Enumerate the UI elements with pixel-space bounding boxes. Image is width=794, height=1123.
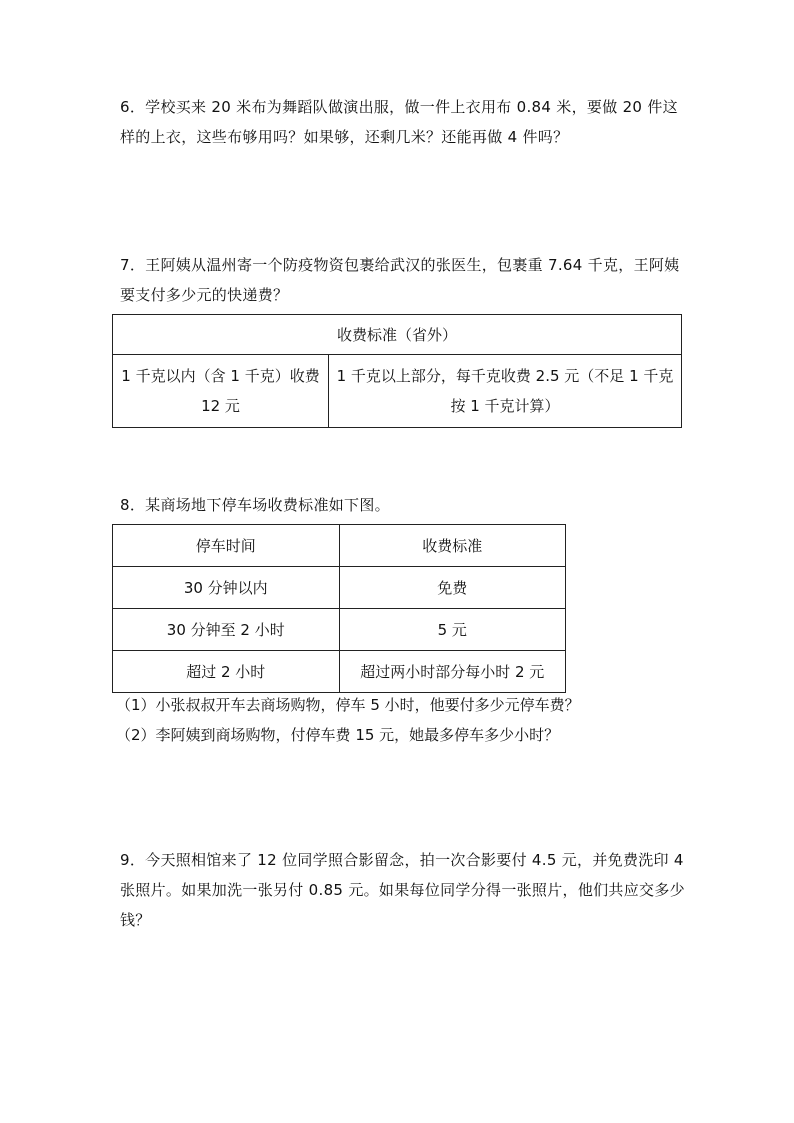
shipping-fee-cell-base: 1 千克以内（含 1 千克）收费 12 元	[113, 355, 329, 428]
table-cell: 免费	[339, 567, 566, 609]
table-header-row	[113, 525, 566, 567]
shipping-fee-table	[112, 314, 682, 428]
table-row	[113, 567, 566, 609]
shipping-fee-cell-extra: 1 千克以上部分，每千克收费 2.5 元（不足 1 千克按 1 千克计算）	[329, 355, 682, 428]
parking-fee-table	[112, 524, 566, 693]
table-cell: 超过 2 小时	[113, 651, 340, 693]
question-6: 6．学校买来 20 米布为舞蹈队做演出服，做一件上衣用布 0.84 米，要做 20 件这样的上衣，这些布够用吗？如果够，还剩几米？还能再做 4 件吗？	[120, 98, 678, 146]
parking-header-fee: 收费标准	[339, 525, 566, 567]
table-cell: 超过两小时部分每小时 2 元	[339, 651, 566, 693]
question-8-part-1: （1）小张叔叔开车去商场购物，停车 5 小时，他要付多少元停车费？	[116, 696, 580, 714]
question-9: 9．今天照相馆来了 12 位同学照合影留念，拍一次合影要付 4.5 元，并免费洗印 4 张照片。如果加洗一张另付 0.85 元。如果每位同学分得一张照片，他们共应交多少钱？	[120, 851, 685, 929]
parking-header-time: 停车时间	[113, 525, 340, 567]
table-row	[113, 609, 566, 651]
question-8: 8．某商场地下停车场收费标准如下图。	[120, 496, 390, 514]
table-cell: 30 分钟以内	[113, 567, 340, 609]
table-row	[113, 651, 566, 693]
question-7: 7．王阿姨从温州寄一个防疫物资包裹给武汉的张医生，包裹重 7.64 千克，王阿姨要支付多少元的快递费？	[120, 256, 680, 304]
table-cell: 30 分钟至 2 小时	[113, 609, 340, 651]
shipping-fee-header: 收费标准（省外）	[113, 315, 682, 355]
question-8-part-2: （2）李阿姨到商场购物，付停车费 15 元，她最多停车多少小时？	[116, 726, 560, 744]
table-cell: 5 元	[339, 609, 566, 651]
